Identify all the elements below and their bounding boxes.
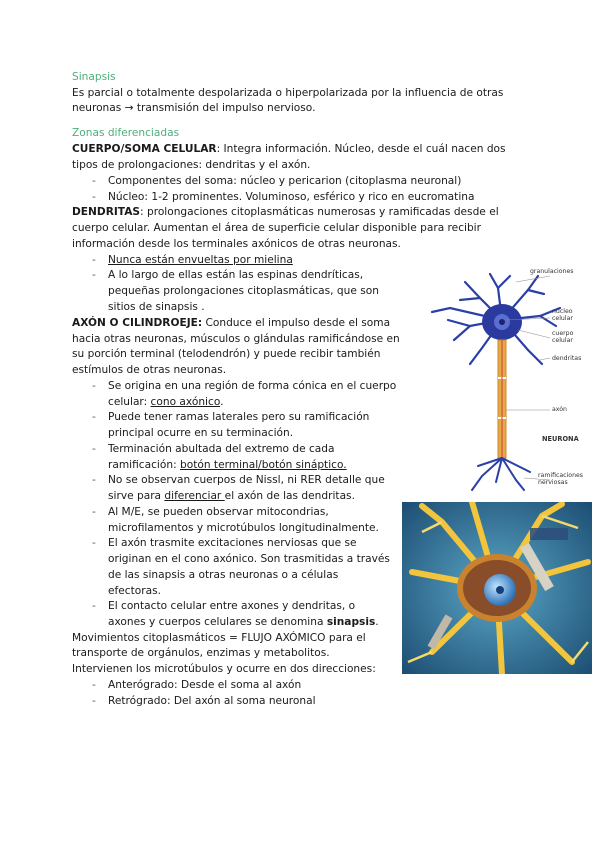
bullet-dash: - [92, 506, 96, 518]
axon-bullet-7b [108, 615, 379, 631]
axon-paragraph-4: estímulos de otras neuronas. [72, 364, 227, 376]
bullet-dash: - [92, 695, 96, 707]
axon-bullet-4b [108, 489, 355, 505]
bullet-dash: - [92, 474, 96, 486]
flujo-bullet-1: Anterógrado: Desde el soma al axón [108, 679, 302, 691]
label-ramificaciones-2: nerviosas [538, 479, 568, 486]
label-axon: axón [552, 406, 567, 413]
bullet-dash: - [92, 191, 96, 203]
bullet-dash: - [92, 380, 96, 392]
soma-paragraph-2: tipos de prolongaciones: dendritas y el axón. [72, 159, 311, 171]
diferenciar: diferenciar [164, 490, 225, 502]
axon-heading: AXÓN O CILINDROEJE: [72, 317, 203, 329]
axon-bullet-6a: El axón trasmite excitaciones nerviosas que se [108, 537, 357, 549]
axon-bullet-1b [108, 395, 224, 411]
soma-heading: CUERPO/SOMA CELULAR [72, 143, 217, 155]
axon-paragraph-2: hacia otras neuronas, músculos o glándulas ramificándose en [72, 333, 400, 345]
axon-bullet-2a: Puede tener ramas laterales pero su ramificación [108, 411, 370, 423]
text-fragment: celular: [108, 396, 151, 408]
axon-bullet-5a: Al M/E, se pueden observar mitocondrias, [108, 506, 329, 518]
axon-paragraph-3: su porción terminal (telodendrón) y puede recibir también [72, 348, 381, 360]
dend-paragraph-3: información desde los terminales axónicos de otras neuronas. [72, 238, 401, 250]
axon-bullet-4a: No se observan cuerpos de Nissl, ni RER detalle que [108, 474, 385, 486]
bullet-dash: - [92, 600, 96, 612]
bullet-dash: - [92, 411, 96, 423]
axon-bullet-3a: Terminación abultada del extremo de cada [108, 443, 335, 455]
flujo-bullet-2: Retrógrado: Del axón al soma neuronal [108, 695, 316, 707]
soma-text: : Integra información. Núcleo, desde el cuál nacen dos [216, 143, 506, 155]
bullet-dash: - [92, 679, 96, 691]
text-fragment: axones y cuerpos celulares se denomina [108, 616, 327, 628]
dend-heading: DENDRITAS [72, 206, 141, 218]
axon-bullet-6c: de las sinapsis a otras neuronas o a células [108, 569, 339, 581]
soma-paragraph-1 [72, 142, 506, 158]
zonas-heading: Zonas diferenciadas [72, 127, 180, 139]
dend-bullet-1: Nunca están envueltas por mielina [108, 254, 293, 266]
neuron-3d-illustration [402, 502, 592, 674]
sinapsis-term: sinapsis [326, 616, 376, 628]
axon-bullet-7a: El contacto celular entre axones y dendritas, o [108, 600, 356, 612]
text-fragment: . [220, 396, 224, 408]
soma-bullet-1: Componentes del soma: núcleo y pericarion (citoplasma neuronal) [108, 175, 462, 187]
cono-axonico: cono axónico [150, 396, 221, 408]
axon-bullet-1a: Se origina en una región de forma cónica en el cuerpo [108, 380, 397, 392]
sinapsis-text-1: Es parcial o totalmente despolarizada o hiperpolarizada por la influencia de otras [72, 87, 504, 99]
axon-bullet-6d: efectoras. [108, 585, 161, 597]
sinapsis-heading: Sinapsis [72, 71, 116, 83]
axon-bullet-3b [108, 458, 347, 474]
bullet-dash: - [92, 269, 96, 281]
label-ramificaciones-1: ramificaciones [538, 472, 584, 479]
text-fragment: . [375, 616, 379, 628]
dend-bullet-2b: pequeñas prolongaciones citoplasmáticas, que son [108, 285, 379, 297]
soma-bullet-2: Núcleo: 1-2 prominentes. Voluminoso, esférico y rico en eucromatina [108, 191, 475, 203]
label-nucleo-1: núcleo [552, 308, 573, 315]
neuron-3d-picture [402, 502, 592, 674]
text-fragment: ramificación: [108, 459, 180, 471]
label-granulaciones: granulaciones [530, 268, 574, 275]
label-neurona: NEURONA [542, 435, 579, 443]
text-fragment: sirve para [108, 490, 165, 502]
boton-terminal: botón terminal/botón sináptico. [180, 459, 347, 471]
label-dendritas: dendritas [552, 355, 582, 362]
axon-bullet-2b: principal ocurre en su terminación. [108, 427, 294, 439]
axon-bullet-6b: originan en el cono axónico. Son trasmitidas a través [108, 553, 390, 565]
label-cuerpo-2: celular [552, 337, 573, 344]
axon-text: Conduce el impulso desde el soma [202, 317, 391, 329]
sinapsis-text-2: neuronas → transmisión del impulso nervioso. [72, 102, 316, 114]
bullet-dash: - [92, 254, 96, 266]
axon-paragraph-1 [72, 316, 390, 332]
dend-bullet-2c: sitios de sinapsis . [108, 301, 205, 313]
bullet-dash: - [92, 443, 96, 455]
dend-text: : prolongaciones citoplasmáticas numerosas y ramificadas desde el [140, 206, 499, 218]
dend-paragraph-2: cuerpo celular. Aumentan el área de superficie celular disponible para recibir [72, 222, 481, 234]
neuron-diagram [420, 268, 590, 492]
dend-bullet-2a: A lo largo de ellas están las espinas dendríticas, [108, 269, 364, 281]
label-cuerpo-1: cuerpo [552, 330, 574, 337]
bullet-dash: - [92, 537, 96, 549]
dend-paragraph-1 [72, 205, 499, 221]
neuron-illustration [420, 268, 590, 492]
label-nucleo-2: celular [552, 315, 573, 322]
text-fragment: el axón de las dendritas. [224, 490, 355, 502]
flujo-paragraph-3: Intervienen los microtúbulos y ocurre en dos direcciones: [72, 663, 376, 675]
flujo-paragraph-2: transporte de orgánulos, enzimas y metabolitos. [72, 647, 330, 659]
flujo-paragraph-1: Movimientos citoplasmáticos = FLUJO AXÓMICO para el [72, 632, 366, 644]
axon-bullet-5b: microfilamentos y microtúbulos longitudinalmente. [108, 522, 379, 534]
bullet-dash: - [92, 175, 96, 187]
